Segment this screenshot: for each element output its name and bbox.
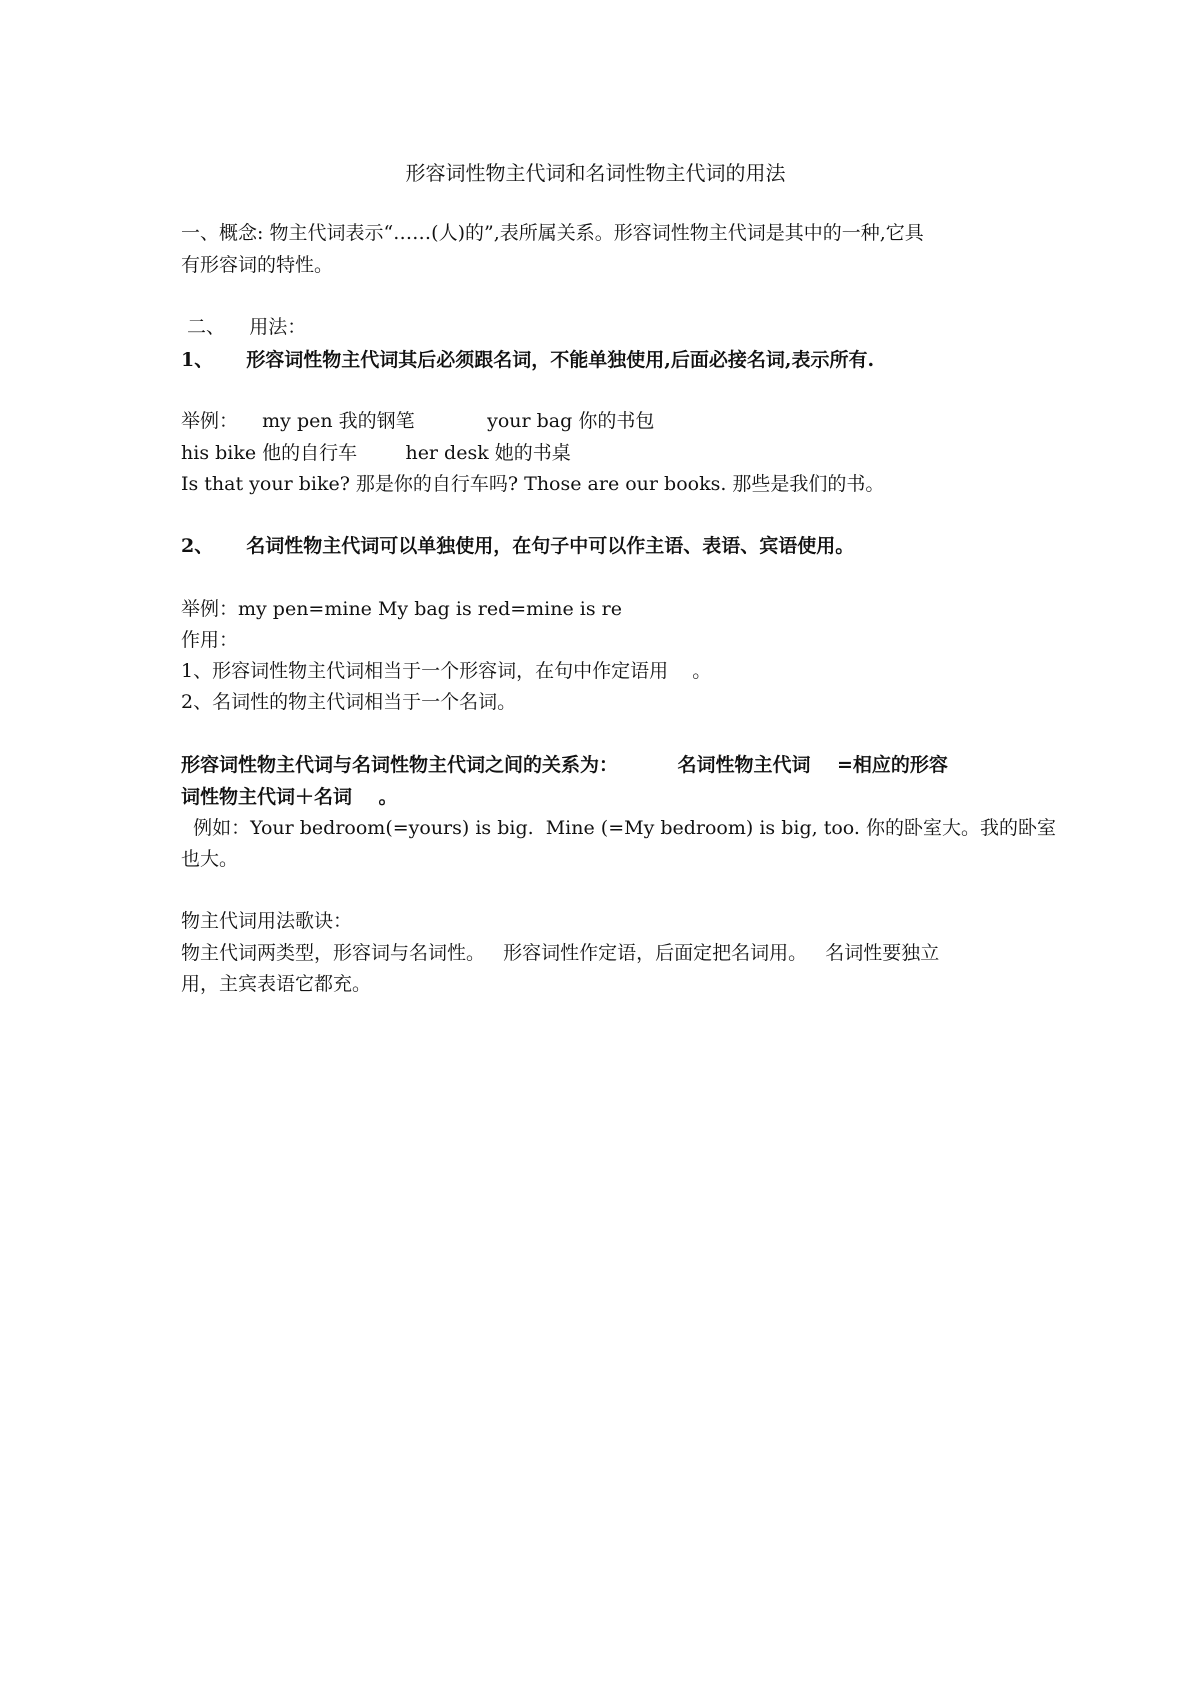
example-2-line-1: 举例：my pen=mine My bag is red=mine is re [181,598,622,620]
function-item-1: 1、形容词性物主代词相当于一个形容词，在句中作定语用 。 [181,660,712,682]
rule-1: 1、 形容词性物主代词其后必须跟名词，不能单独使用,后面必接名词,表示所有. [181,349,875,371]
concept-line-2: 有形容词的特性。 [181,254,334,276]
example-1-line-3: Is that your bike? 那是你的自行车吗? Those are our books. 那些是我们的书。 [181,473,885,495]
rhyme-line-2: 用，主宾表语它都充。 [181,973,372,995]
function-item-2: 2、名词性的物主代词相当于一个名词。 [181,691,517,713]
relation-example-line-1: 例如：Your bedroom(=yours) is big. Mine (=My bedroom) is big, too. 你的卧室大。我的卧室 [181,817,1056,839]
usage-heading: 二、 用法： [181,316,307,338]
page-title: 形容词性物主代词和名词性物主代词的用法 [405,161,786,185]
rule-2: 2、 名词性物主代词可以单独使用，在句子中可以作主语、表语、宾语使用。 [181,535,855,557]
concept-line-1: 一、概念: 物主代词表示“……(人)的”,表所属关系。形容词性物主代词是其中的一种,它具 [181,222,924,244]
relation-example-line-2: 也大。 [181,848,239,870]
rhyme-line-1: 物主代词两类型，形容词与名词性。 形容词性作定语，后面定把名词用。 名词性要独立 [181,942,940,964]
relation-line-2: 词性物主代词＋名词 。 [181,786,398,808]
function-label: 作用： [181,629,239,651]
example-1-line-1: 举例： my pen 我的钢笔 your bag 你的书包 [181,410,655,432]
relation-line-1: 形容词性物主代词与名词性物主代词之间的关系为： 名词性物主代词 =相应的形容 [181,754,948,776]
example-1-line-2: his bike 他的自行车 her desk 她的书桌 [181,442,571,464]
rhyme-heading: 物主代词用法歌诀： [181,910,353,932]
